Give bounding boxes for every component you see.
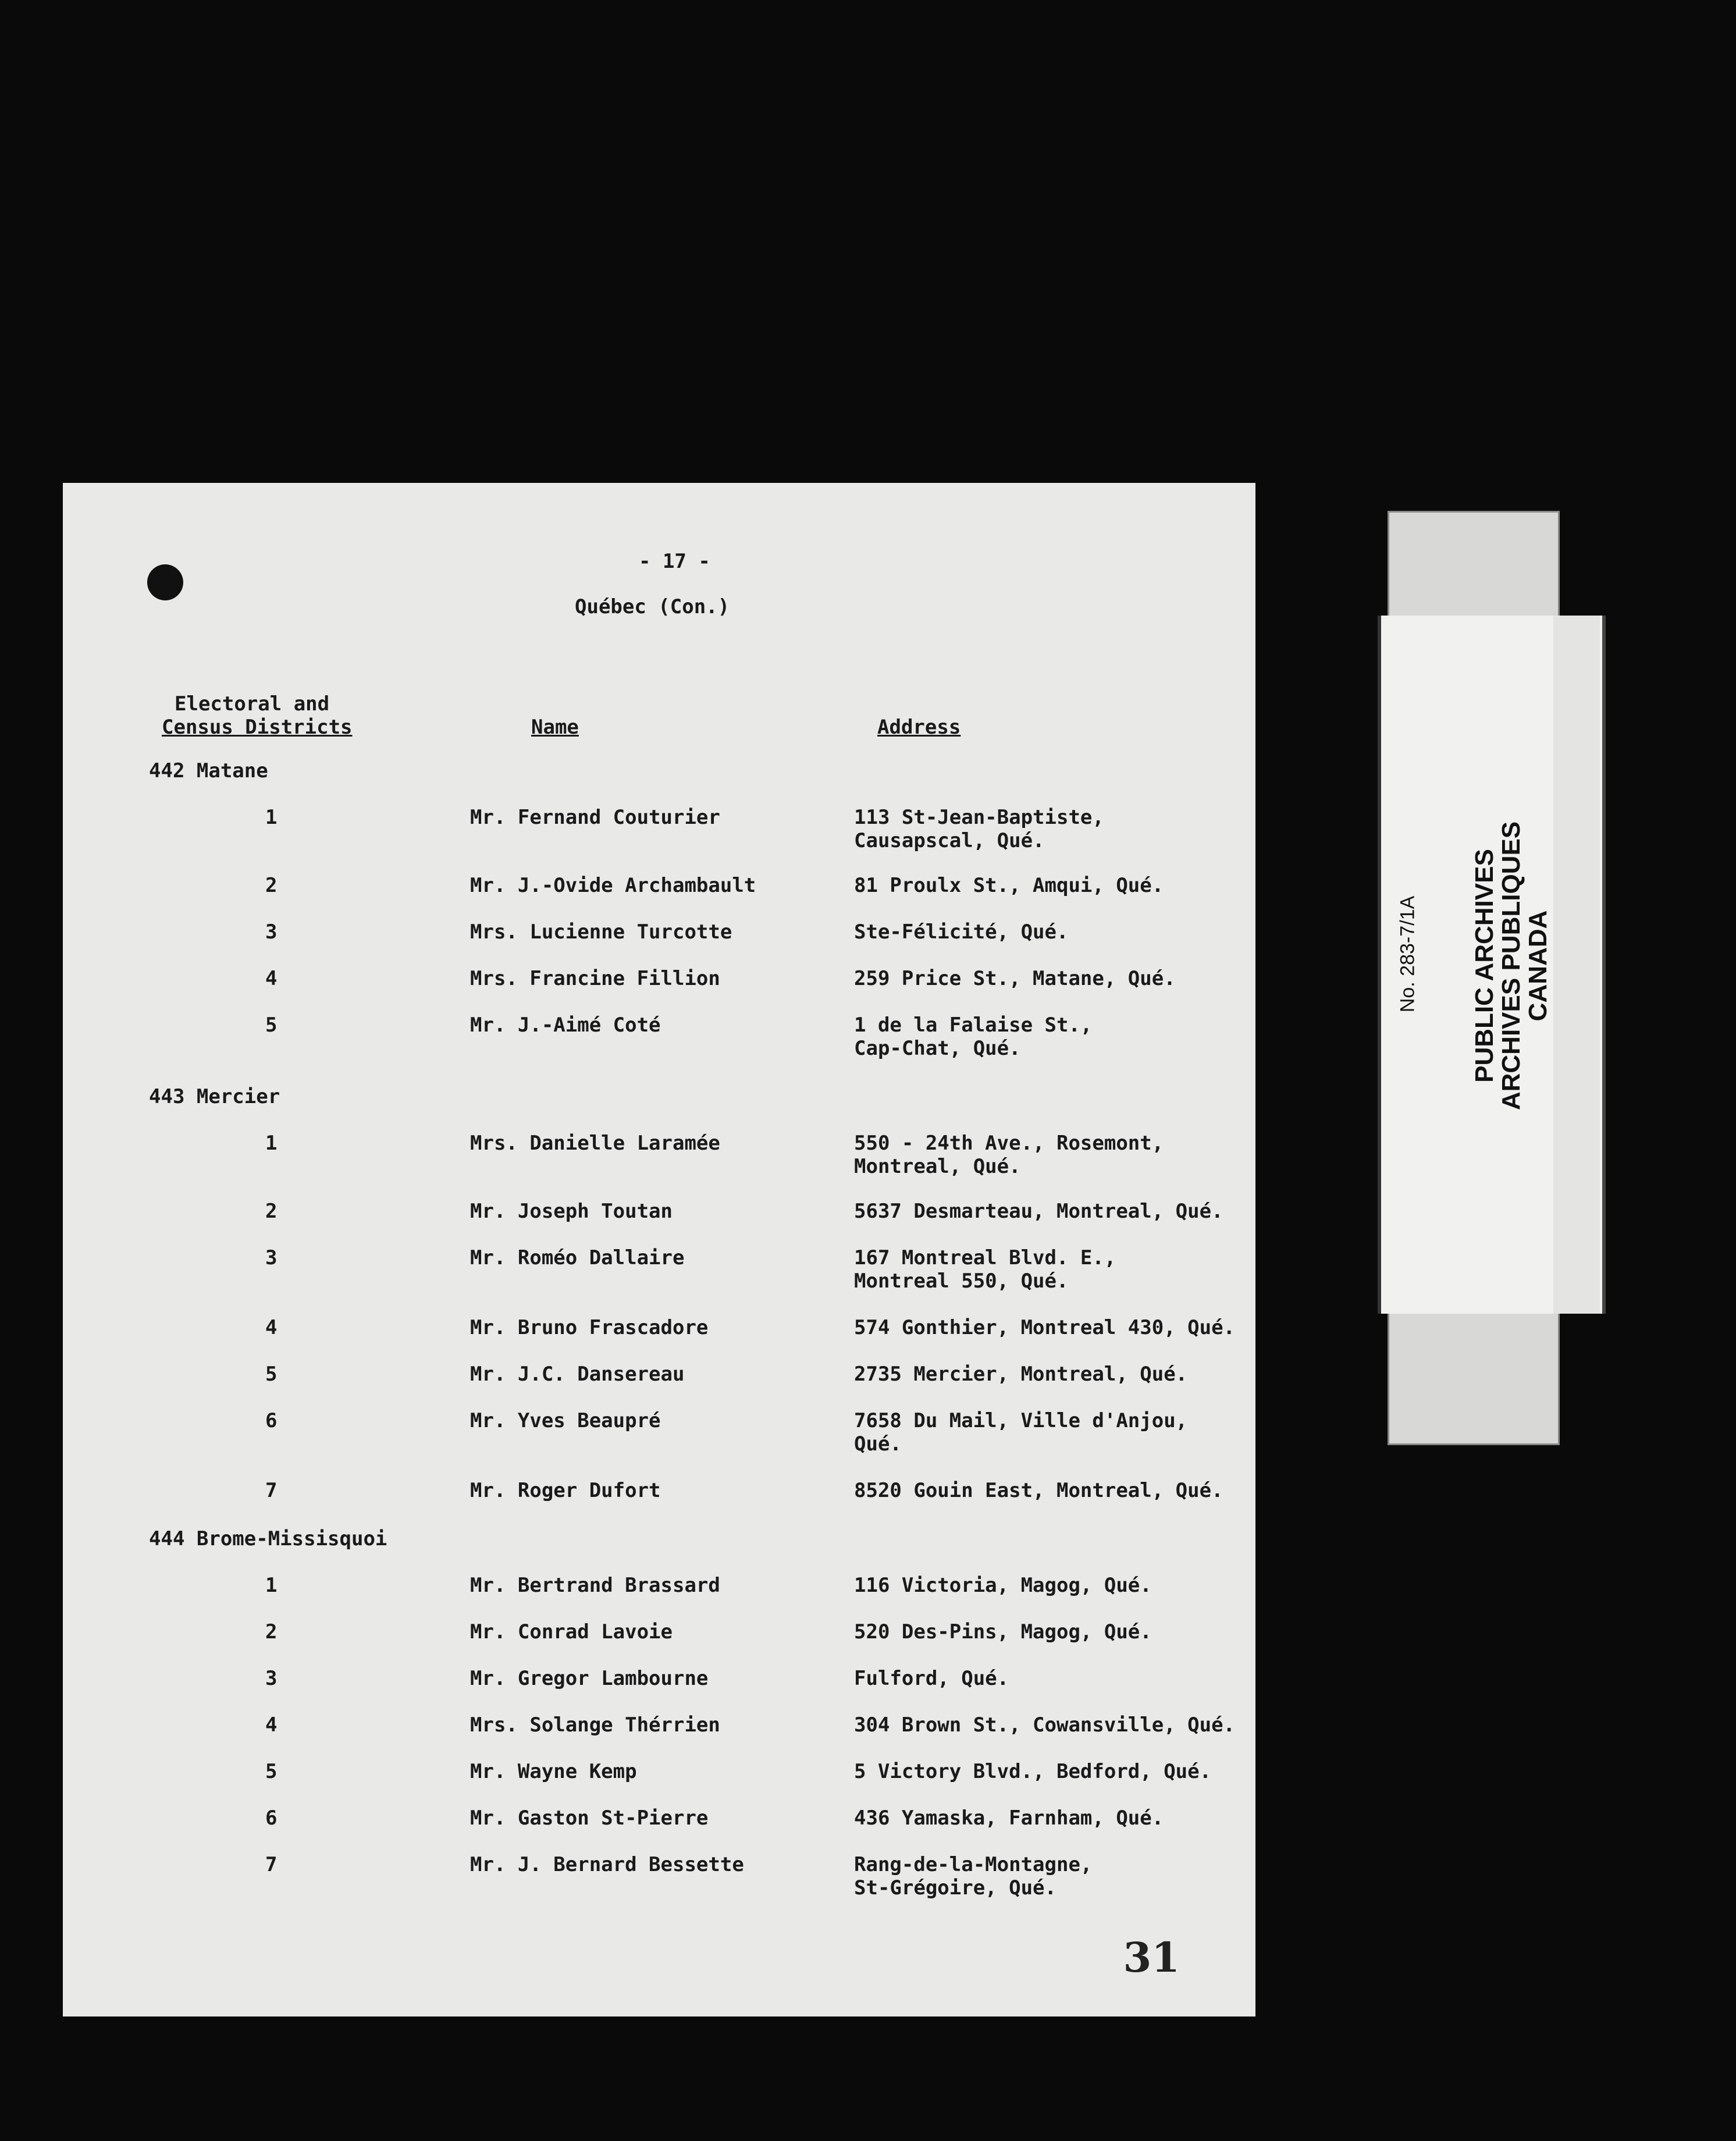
address: 5 Victory Blvd., Bedford, Qué.	[854, 1760, 1212, 1783]
table-row	[63, 1574, 1255, 1620]
table-row	[63, 1760, 1255, 1806]
person-name: Mr. Wayne Kemp	[470, 1760, 637, 1783]
address: 8520 Gouin East, Montreal, Qué.	[854, 1479, 1223, 1502]
address: 436 Yamaska, Farnham, Qué.	[854, 1806, 1164, 1830]
punch-hole	[147, 564, 183, 600]
district-header-line1: Electoral and	[175, 692, 330, 716]
person-name: Mrs. Lucienne Turcotte	[470, 920, 732, 944]
address: 304 Brown St., Cowansville, Qué.	[854, 1713, 1236, 1737]
address: 5637 Desmarteau, Montreal, Qué.	[854, 1200, 1223, 1223]
table-row	[63, 1667, 1255, 1713]
person-name: Mr. J.-Aimé Coté	[470, 1013, 661, 1037]
address: Fulford, Qué.	[854, 1667, 1009, 1690]
table-row	[63, 1013, 1255, 1060]
person-name: Mrs. Solange Thérrien	[470, 1713, 720, 1737]
table-row	[63, 1479, 1255, 1525]
table-row	[63, 1363, 1255, 1409]
page-number: - 17 -	[639, 550, 710, 573]
address: Rang-de-la-Montagne, St-Grégoire, Qué.	[854, 1853, 1093, 1900]
person-name: Mr. Conrad Lavoie	[470, 1620, 673, 1644]
address: 116 Victoria, Magog, Qué.	[854, 1574, 1152, 1597]
person-name: Mr. Bruno Frascadore	[470, 1316, 709, 1339]
name-column-header: Name	[531, 716, 579, 739]
person-name: Mrs. Danielle Laramée	[470, 1132, 720, 1155]
person-name: Mr. Fernand Couturier	[470, 806, 720, 829]
table-row	[63, 1713, 1255, 1760]
address: 167 Montreal Blvd. E., Montreal 550, Qué.	[854, 1246, 1116, 1293]
row-number: 4	[265, 1713, 278, 1737]
row-number: 5	[265, 1760, 278, 1783]
person-name: Mr. Gregor Lambourne	[470, 1667, 709, 1690]
table-row	[63, 1806, 1255, 1853]
address: 2735 Mercier, Montreal, Qué.	[854, 1363, 1188, 1386]
address: 81 Proulx St., Amqui, Qué.	[854, 874, 1164, 897]
district-label: 444 Brome-Missisquoi	[149, 1527, 387, 1550]
address-column-header: Address	[877, 716, 961, 739]
archives-label-line3: CANADA	[1524, 910, 1552, 1022]
row-number: 4	[265, 1316, 278, 1339]
person-name: Mr. Gaston St-Pierre	[470, 1806, 709, 1830]
row-number: 5	[265, 1013, 278, 1037]
district-header-line2: Census Districts	[162, 716, 353, 739]
row-number: 4	[265, 967, 278, 990]
table-row	[63, 1620, 1255, 1667]
person-name: Mr. Roméo Dallaire	[470, 1246, 685, 1269]
address: 113 St-Jean-Baptiste, Causapscal, Qué.	[854, 806, 1104, 852]
person-name: Mrs. Francine Fillion	[470, 967, 720, 990]
address: 259 Price St., Matane, Qué.	[854, 967, 1176, 990]
district-label: 442 Matane	[149, 759, 268, 783]
table-row	[63, 1132, 1255, 1178]
person-name: Mr. J.-Ovide Archambault	[470, 874, 756, 897]
table-row	[63, 1853, 1255, 1900]
frame-number-stamp: 31	[1123, 1933, 1180, 1982]
person-name: Mr. J. Bernard Bessette	[470, 1853, 744, 1876]
district-column-header	[162, 692, 353, 739]
row-number: 2	[265, 1620, 278, 1644]
row-number: 2	[265, 874, 278, 897]
address: 574 Gonthier, Montreal 430, Qué.	[854, 1316, 1236, 1339]
film-slip-strip	[1553, 616, 1600, 1314]
row-number: 1	[265, 1132, 278, 1155]
row-number: 3	[265, 1246, 278, 1269]
row-number: 6	[265, 1409, 278, 1432]
person-name: Mr. J.C. Dansereau	[470, 1363, 685, 1386]
address: Ste-Félicité, Qué.	[854, 920, 1069, 944]
table-row	[63, 920, 1255, 967]
district-label: 443 Mercier	[149, 1085, 280, 1108]
page-title: Québec (Con.)	[575, 595, 730, 618]
person-name: Mr. Roger Dufort	[470, 1479, 661, 1502]
table-row	[63, 1246, 1255, 1293]
table-row	[63, 874, 1255, 920]
row-number: 1	[265, 806, 278, 829]
table-row	[63, 1200, 1255, 1246]
document-page	[63, 483, 1255, 2016]
reel-code: No. 283-7/1A	[1396, 895, 1419, 1013]
row-number: 6	[265, 1806, 278, 1830]
row-number: 3	[265, 920, 278, 944]
address: 7658 Du Mail, Ville d'Anjou, Qué.	[854, 1409, 1188, 1456]
address: 520 Des-Pins, Magog, Qué.	[854, 1620, 1152, 1644]
person-name: Mr. Bertrand Brassard	[470, 1574, 720, 1597]
table-row	[63, 1316, 1255, 1363]
row-number: 1	[265, 1574, 278, 1597]
table-row	[63, 967, 1255, 1013]
row-number: 5	[265, 1363, 278, 1386]
archives-label-line2: ARCHIVES PUBLIQUES	[1497, 821, 1525, 1111]
row-number: 3	[265, 1667, 278, 1690]
row-number: 7	[265, 1479, 278, 1502]
address: 550 - 24th Ave., Rosemont, Montreal, Qué.	[854, 1132, 1164, 1178]
address: 1 de la Falaise St., Cap-Chat, Qué.	[854, 1013, 1093, 1060]
table-row	[63, 806, 1255, 852]
table-row	[63, 1409, 1255, 1456]
row-number: 2	[265, 1200, 278, 1223]
archives-label-line1: PUBLIC ARCHIVES	[1470, 849, 1499, 1083]
row-number: 7	[265, 1853, 278, 1876]
person-name: Mr. Yves Beaupré	[470, 1409, 661, 1432]
person-name: Mr. Joseph Toutan	[470, 1200, 673, 1223]
